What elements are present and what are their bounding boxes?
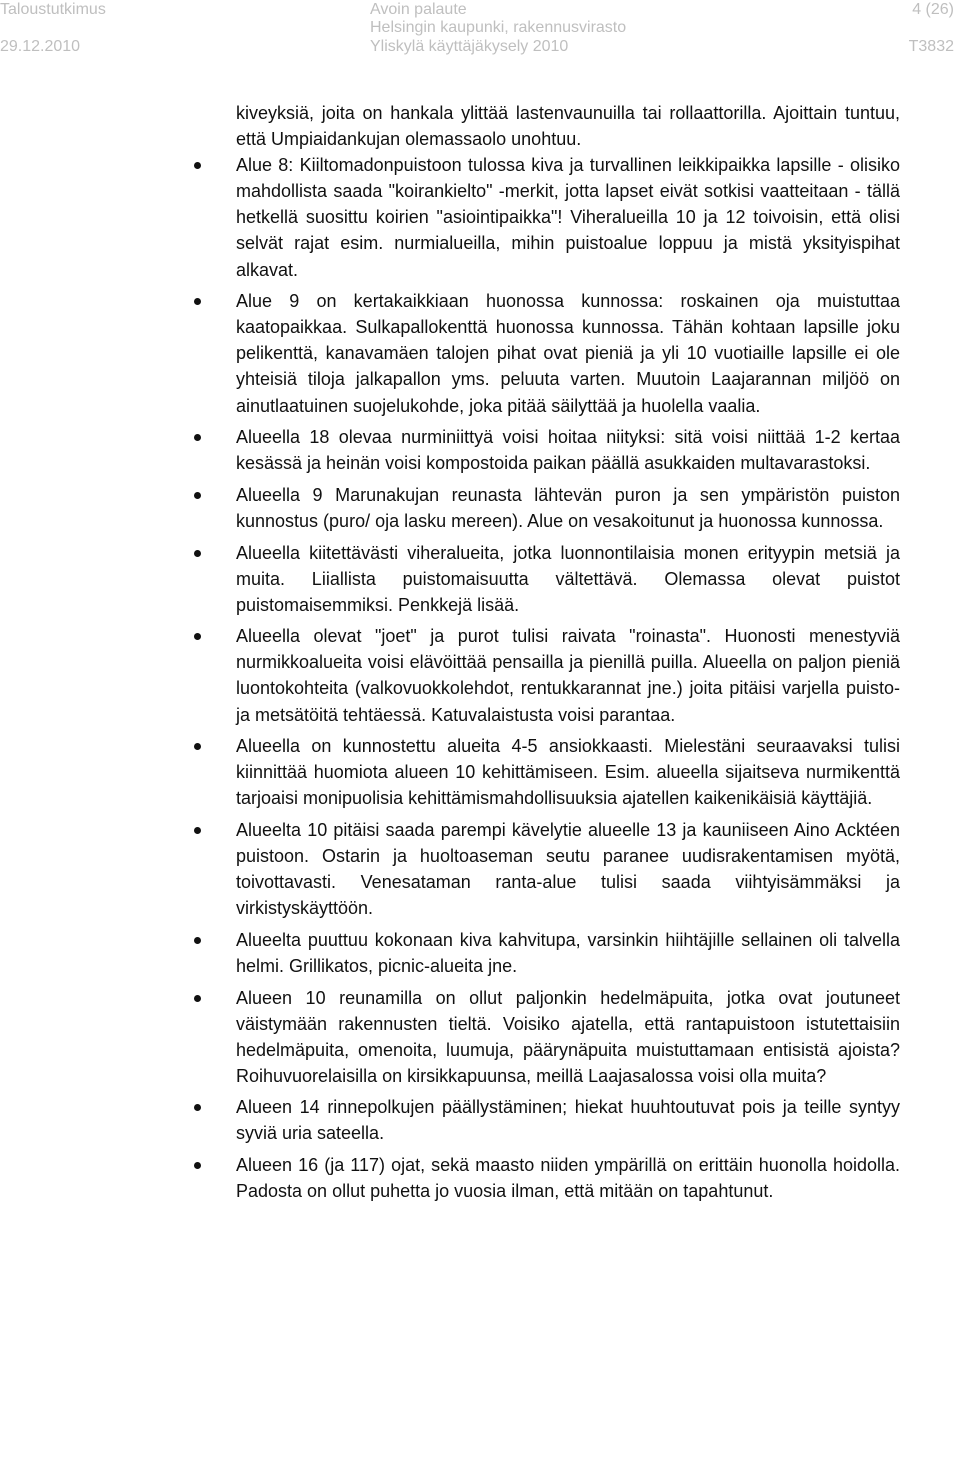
- list-item-text: Alueella 18 olevaa nurminiittyä voisi hoitaa niityksi: sitä voisi niittää 1-2 kertaa kesässä ja heinän voisi kompostoida paikan päällä asukkaiden multavarastoksi.: [236, 427, 900, 474]
- list-item: [236, 424, 900, 476]
- list-item-text: Alueen 16 (ja 117) ojat, sekä maasto niiden ympärillä on erittäin huonolla hoidolla. Padosta on ollut puhetta jo vuosia ilman, että mitään on tapahtunut.: [236, 1155, 900, 1202]
- list-item: [236, 288, 900, 418]
- bullet-icon: [194, 937, 201, 944]
- bullet-icon: [194, 827, 201, 834]
- bullet-icon: [194, 1104, 201, 1111]
- header-date: 29.12.2010: [0, 38, 81, 55]
- list-item-text: Alueella olevat "joet" ja purot tulisi raivata "roinasta". Huonosti menestyviä nurmikkoalueita voisi elävöittää pensailla ja pienillä puilla. Alueella on paljon pieniä luontokohteita (valkovuokkolehdot, rentukkarannat jne.) joita pitäisi varjella puisto- ja metsätöitä tehtäessä. Katuvalaistusta voisi parantaa.: [236, 626, 900, 725]
- page-header: [0, 0, 960, 60]
- bullet-icon: [194, 550, 201, 557]
- list-item: [236, 152, 900, 282]
- list-item: [236, 482, 900, 534]
- bullet-icon: [194, 995, 201, 1002]
- list-item: [236, 1094, 900, 1146]
- list-item: [236, 623, 900, 727]
- list-item-text: Alueen 14 rinnepolkujen päällystäminen; hiekat huuhtoutuvat pois ja teille syntyy syviä uria sateella.: [236, 1097, 900, 1144]
- bullet-icon: [194, 492, 201, 499]
- list-item-text: Alueella on kunnostettu alueita 4-5 ansiokkaasti. Mielestäni seuraavaksi tulisi kiinnittää huomiota alueen 10 kehittämiseen. Esim. alueella sijaitseva nurmikenttä tarjoaisi monipuolisia kehittämismahdollisuuksia ajatellen kaikenikäisiä käyttäjiä.: [236, 736, 900, 809]
- list-item-text: Alueella 9 Marunakujan reunasta lähtevän puron ja sen ympäristön puiston kunnostus (puro/ oja lasku mereen). Alue on vesakoitunut ja huonossa kunnossa.: [236, 484, 900, 531]
- header-page-number: 4 (26): [912, 1, 954, 18]
- list-item-text: Alueelta puuttuu kokonaan kiva kahvitupa, varsinkin hiihtäjille sellainen oli talvella helmi. Grillikatos, picnic-alueita jne.: [236, 929, 900, 976]
- feedback-list: [0, 152, 960, 1204]
- header-survey-title: Yliskylä käyttäjäkysely 2010: [370, 38, 569, 55]
- header-company: Taloustutkimus: [0, 1, 106, 18]
- bullet-icon: [194, 743, 201, 750]
- bullet-icon: [194, 633, 201, 640]
- list-item-text: Alue 8: Kiiltomadonpuistoon tulossa kiva ja turvallinen leikkipaikka lapsille - olisiko mahdollista saada "koirankielto" -merkit, jotta lapset eivät sotkisi vaatteitaan - tällä hetkellä suosittu koirien "asiointipaikka"! Viheralueilla 10 ja 12 toivoisin, että olisi selvät rajat esim. nurmialueilla, mihin puistoalue loppuu ja mistä yksityispihat alkavat.: [236, 155, 900, 280]
- bullet-icon: [194, 162, 201, 169]
- list-item: [236, 817, 900, 921]
- list-item-text: Alueella kiitettävästi viheralueita, jotka luonnontilaisia monen erityypin metsiä ja muita. Liiallista puistomaisuutta vältettävä. Olemassa olevat puistot puistomaisemmiksi. Penkkejä lisää.: [236, 542, 900, 615]
- list-item-text: Alue 9 on kertakaikkiaan huonossa kunnossa: roskainen oja muistuttaa kaatopaikkaa. Sulkapallokenttä huonossa kunnossa. Tähän kohtaan lapsille joku pelikenttä, kanavamäen talojen pihat ovat pieniä ja yli 10 vuotiaille lapsille ei ole yhteisiä tiloja jalkapallon yms. peluuta varten. Muutoin Laajarannan miljöö on ainutlaatuinen suojelukohde, joka pitää säilyttää ja huolella vaalia.: [236, 291, 900, 416]
- list-item-text: Alueen 10 reunamilla on ollut paljonkin hedelmäpuita, jotka ovat joutuneet väistymään rakennusten tieltä. Voisiko ajatella, että rantapuistoon istutettaisiin hedelmäpuita, omenoita, luumuja, päärynäpuita muistuttamaan entisistä ajoista? Roihuvuorelaisilla on kirsikkapuunsa, meillä Laajasalossa voisi olla muita?: [236, 987, 900, 1086]
- list-item-text: Alueelta 10 pitäisi saada parempi kävelytie alueelle 13 ja kauniiseen Aino Acktéen puistoon. Ostarin ja huoltoaseman seutu paranee uudisrakentamisen myötä, toivottavasti. Venesataman ranta-alue tulisi saada viihtyisämmäksi ja virkistyskäyttöön.: [236, 819, 900, 919]
- list-item: [236, 985, 900, 1089]
- list-item: [236, 1152, 900, 1204]
- bullet-icon: [194, 298, 201, 305]
- bullet-icon: [194, 434, 201, 441]
- header-client: Helsingin kaupunki, rakennusvirasto: [370, 19, 627, 36]
- document-body: [0, 100, 960, 1210]
- list-item: [236, 733, 900, 811]
- list-item: [236, 927, 900, 979]
- list-item: [236, 540, 900, 618]
- continued-paragraph: kiveyksiä, joita on hankala ylittää lastenvaunuilla tai rollaattorilla. Ajoittain tuntuu, että Umpiaidankujan olemassaolo unohtuu.: [236, 103, 900, 150]
- header-section-title: Avoin palaute: [370, 1, 467, 18]
- bullet-icon: [194, 1162, 201, 1169]
- header-project-code: T3832: [908, 38, 954, 55]
